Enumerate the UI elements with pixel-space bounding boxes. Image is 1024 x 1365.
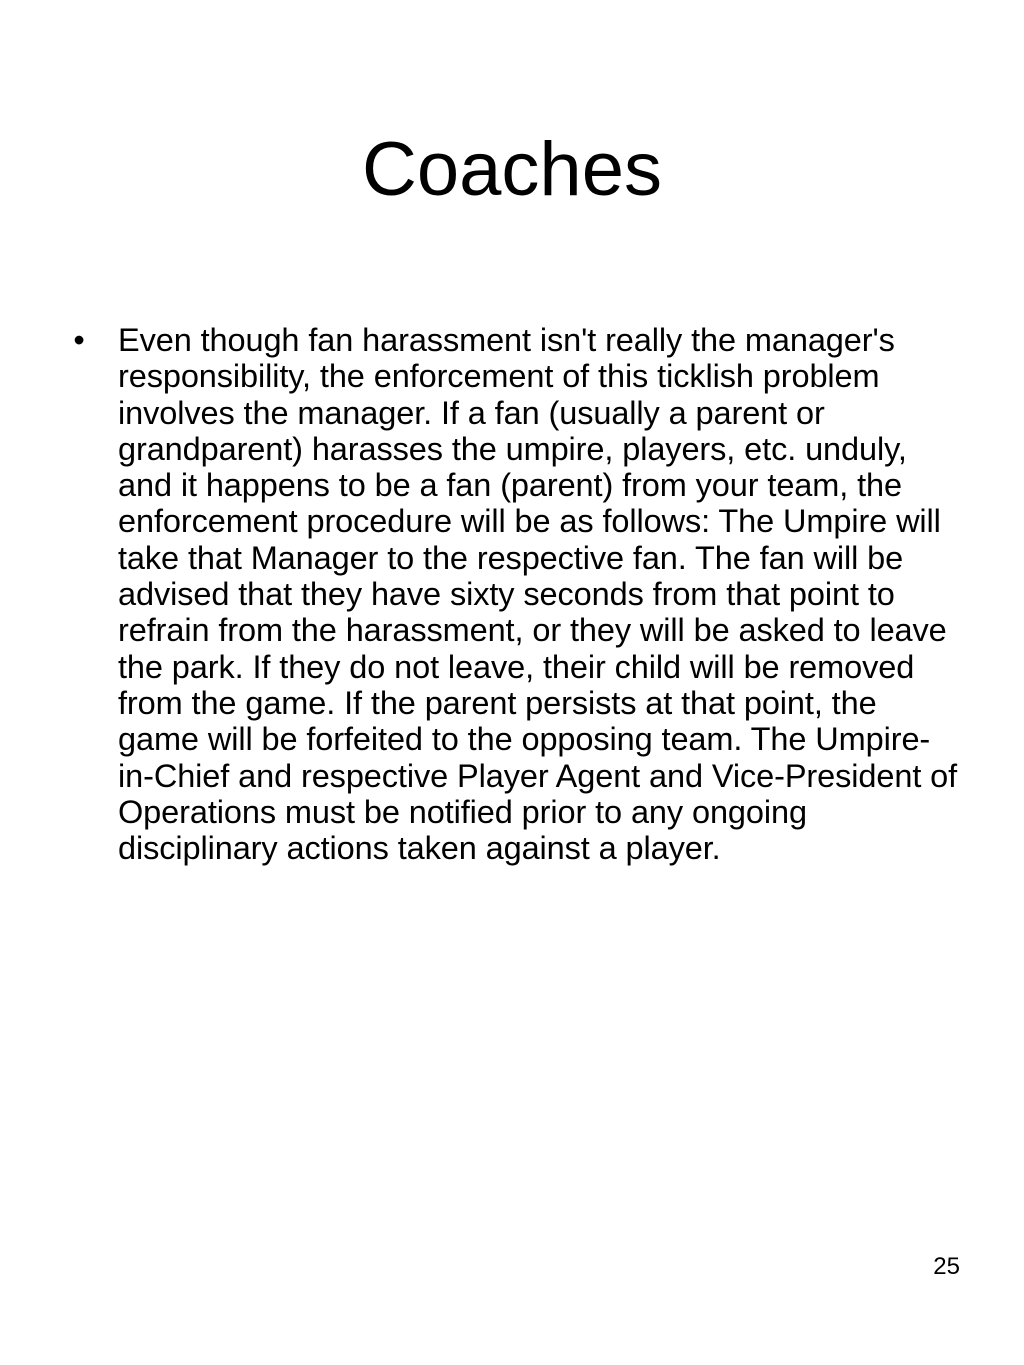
bullet-text: Even though fan harassment isn't really the manager's responsibility, the enforcement of this ticklish problem involves the manager. If a fan (usually a parent or grandparent) harasses the umpire, players, etc. unduly, and it happens to be a fan (parent) from your team, the enforcement procedure will be as follows: The Umpire will take that Manager to the respective fan. The fan will be advised that they have sixty seconds from that point to refrain from the harassment, or they will be asked to leave the park. If they do not leave, their child will be removed from the game. If the parent persists at that point, the game will be forfeited to the opposing team. The Umpire-in-Chief and respective Player Agent and Vice-President of Operations must be notified prior to any ongoing disciplinary actions taken against a player. xyxy=(118,322,958,867)
page-number: 25 xyxy=(933,1253,960,1280)
bullet-list xyxy=(64,322,964,866)
bullet-dot-icon: • xyxy=(73,322,85,358)
slide-title: Coaches xyxy=(362,127,662,212)
bullet-item xyxy=(64,322,964,866)
